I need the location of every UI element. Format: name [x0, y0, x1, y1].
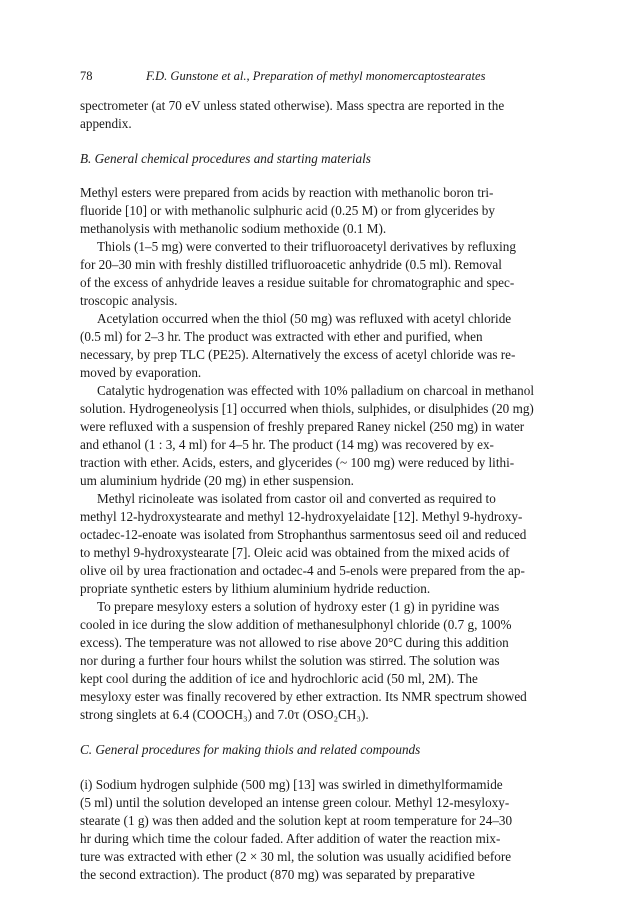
section-heading: B. General chemical procedures and starting materials: [80, 151, 371, 166]
text-line: were refluxed with a suspension of freshly prepared Raney nickel (250 mg) in water: [80, 419, 525, 434]
text-line: fluoride [10] or with methanolic sulphuric acid (0.25 M) or from glycerides by: [80, 203, 495, 218]
text-line: Methyl ricinoleate was isolated from castor oil and converted as required to: [97, 491, 496, 506]
text-line: (5 ml) until the solution developed an intense green colour. Methyl 12-mesyloxy-: [80, 795, 510, 810]
text-line: of the excess of anhydride leaves a residue suitable for chromatographic and spec-: [80, 275, 515, 290]
text-line: for 20–30 min with freshly distilled trifluoroacetic anhydride (0.5 ml). Removal: [80, 257, 502, 272]
text-line: kept cool during the addition of ice and hydrochloric acid (50 ml, 2M). The: [80, 671, 478, 686]
text-line: necessary, by prep TLC (PE25). Alternatively the excess of acetyl chloride was re-: [80, 347, 516, 362]
text-line: To prepare mesyloxy esters a solution of hydroxy ester (1 g) in pyridine was: [97, 599, 500, 614]
text-line: spectrometer (at 70 eV unless stated otherwise). Mass spectra are reported in the: [80, 98, 505, 113]
text-line: appendix.: [80, 116, 132, 131]
page-number: 78: [80, 69, 93, 83]
text-line: the second extraction). The product (870 mg) was separated by preparative: [80, 867, 475, 882]
text-line: excess). The temperature was not allowed to rise above 20°C during this addition: [80, 635, 509, 650]
section-heading: C. General procedures for making thiols and related compounds: [80, 742, 421, 757]
text-line: methyl 12-hydroxystearate and methyl 12-hydroxyelaidate [12]. Methyl 9-hydroxy-: [80, 509, 523, 524]
text-line: (i) Sodium hydrogen sulphide (500 mg) [13] was swirled in dimethylformamide: [80, 777, 503, 792]
text-line: stearate (1 g) was then added and the solution kept at room temperature for 24–30: [80, 813, 513, 828]
text-line: hr during which time the colour faded. After addition of water the reaction mix-: [80, 831, 501, 846]
text-line: olive oil by urea fractionation and octadec-4 and 5-enols were prepared from the ap-: [80, 563, 525, 578]
text-line: strong singlets at 6.4 (COOCH₃) and 7.0τ (OSO₂CH₃).: [80, 707, 369, 722]
text-line: ture was extracted with ether (2 × 30 ml, the solution was usually acidified before: [80, 849, 512, 864]
text-line: moved by evaporation.: [80, 365, 202, 380]
text-line: cooled in ice during the slow addition of methanesulphonyl chloride (0.7 g, 100%: [80, 617, 512, 632]
text-line: methanolysis with methanolic sodium methoxide (0.1 M).: [80, 221, 387, 236]
text-line: Thiols (1–5 mg) were converted to their trifluoroacetyl derivatives by refluxing: [97, 239, 516, 254]
text-line: um aluminium hydride (20 mg) in ether suspension.: [80, 473, 354, 488]
text-line: Catalytic hydrogenation was effected with 10% palladium on charcoal in methanol: [97, 383, 535, 398]
text-line: troscopic analysis.: [80, 293, 178, 308]
text-line: solution. Hydrogeneolysis [1] occurred when thiols, sulphides, or disulphides (20 mg): [80, 401, 534, 416]
text-line: mesyloxy ester was finally recovered by ether extraction. Its NMR spectrum showed: [80, 689, 527, 704]
text-line: octadec-12-enoate was isolated from Strophanthus sarmentosus seed oil and reduced: [80, 527, 527, 542]
text-line: nor during a further four hours whilst the solution was stirred. The solution was: [80, 653, 500, 668]
text-line: Methyl esters were prepared from acids by reaction with methanolic boron tri-: [80, 185, 494, 200]
text-line: and ethanol (1 : 3, 4 ml) for 4–5 hr. The product (14 mg) was recovered by ex-: [80, 437, 494, 452]
text-line: Acetylation occurred when the thiol (50 mg) was refluxed with acetyl chloride: [97, 311, 512, 326]
running-title: F.D. Gunstone et al., Preparation of methyl monomercaptostearates: [146, 69, 486, 83]
text-line: (0.5 ml) for 2–3 hr. The product was extracted with ether and purified, when: [80, 329, 483, 344]
text-line: to methyl 9-hydroxystearate [7]. Oleic acid was obtained from the mixed acids of: [80, 545, 510, 560]
text-line: traction with ether. Acids, esters, and glycerides (~ 100 mg) were reduced by lithi-: [80, 455, 515, 470]
text-line: propriate synthetic esters by lithium aluminium hydride reduction.: [80, 581, 431, 596]
